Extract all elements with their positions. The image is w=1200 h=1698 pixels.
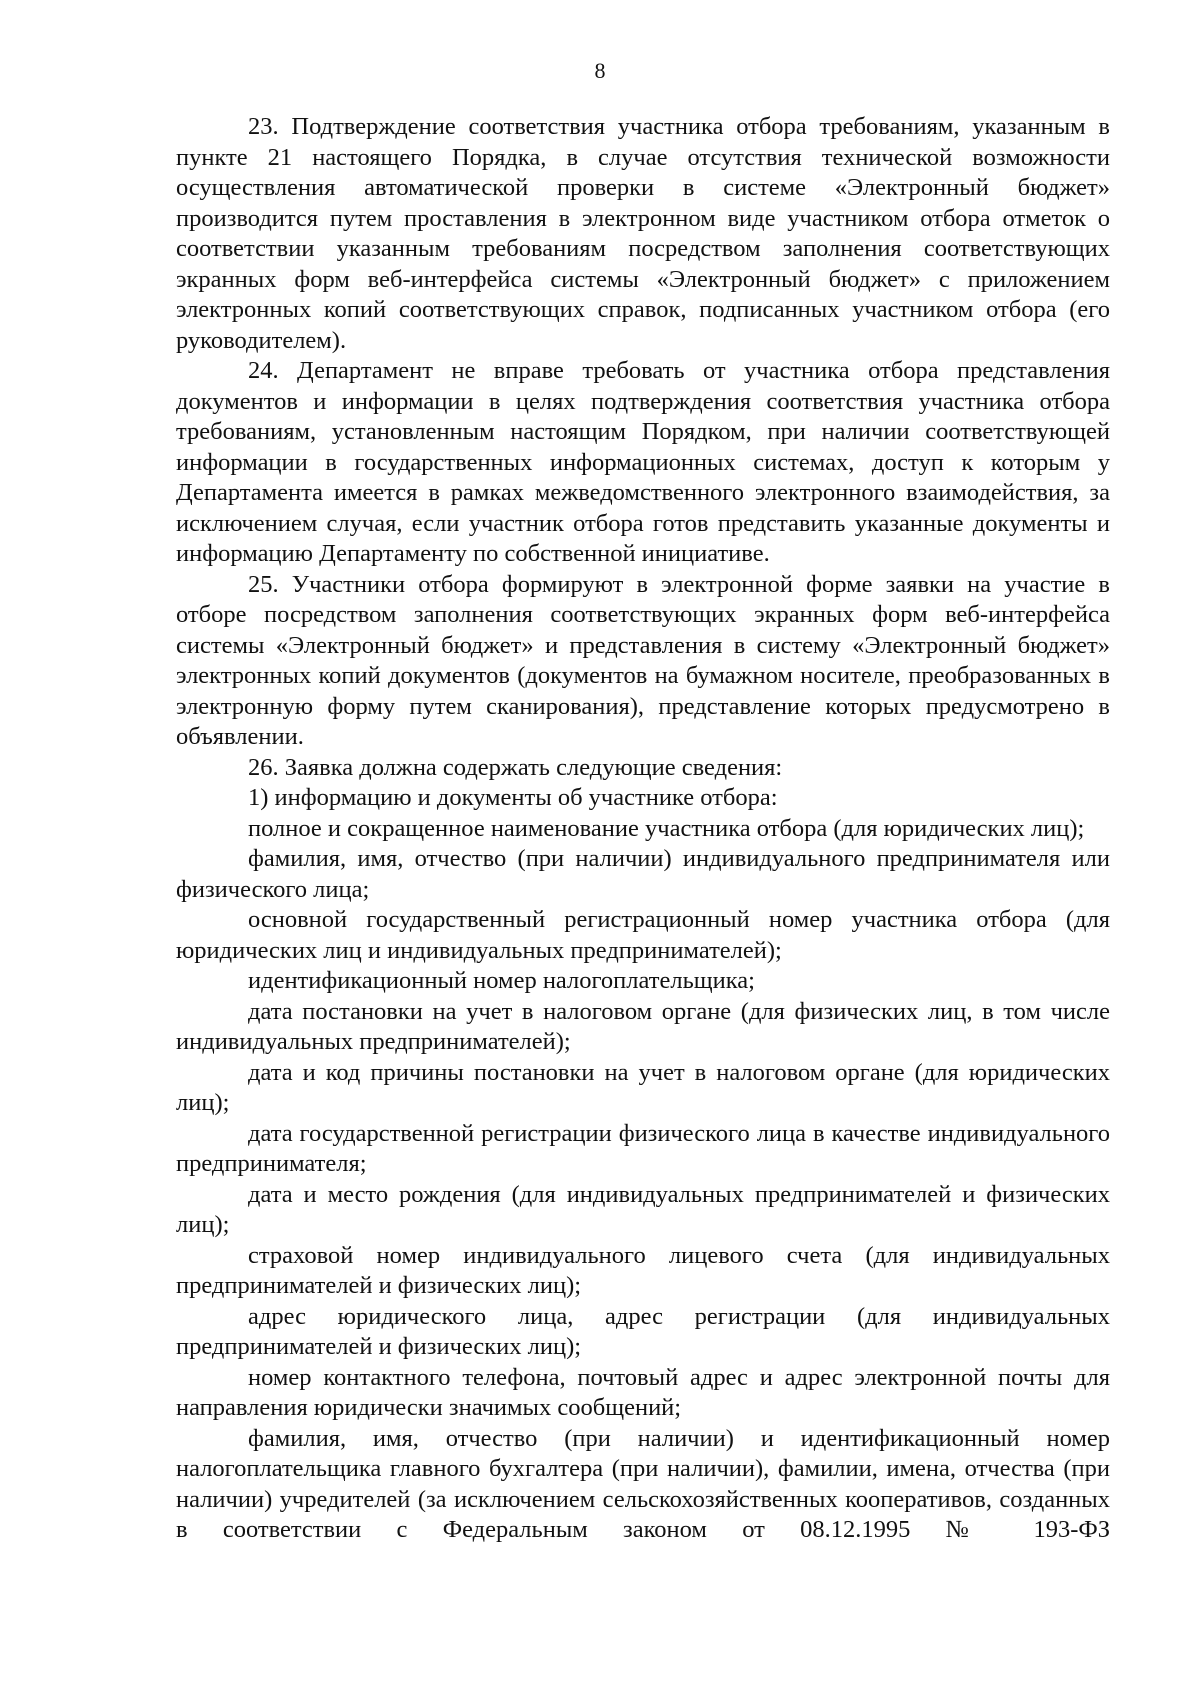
paragraph-25: 25. Участники отбора формируют в электронной форме заявки на участие в отборе посредством заполнения соответствующих экранных форм веб-интерфейса системы «Электронный бюджет» и представления в систему «Электронный бюджет» электронных копий документов (документов на бумажном носителе, преобразованных в электронную форму путем сканирования), представление которых предусмотрено в объявлении. bbox=[176, 570, 1110, 750]
paragraph-24: 24. Департамент не вправе требовать от участника отбора представления документов и информации в целях подтверждения соответствия участника отбора требованиям, установленным настоящим Порядком, при наличии соответствующей информации в государственных информационных системах, доступ к которым у Департамента имеется в рамках межведомственного электронного взаимодействия, за исключением случая, если участник отбора готов представить указанные документы и информацию Департаменту по собственной инициативе. bbox=[176, 357, 1110, 567]
list-item-ip-registration-date: дата государственной регистрации физического лица в качестве индивидуального предпринимателя; bbox=[176, 1119, 1110, 1177]
list-item-ogrn: основной государственный регистрационный номер участника отбора (для юридических лиц и индивидуальных предпринимателей); bbox=[176, 906, 1110, 964]
list-item-inn: идентификационный номер налогоплательщика; bbox=[248, 967, 755, 994]
list-item-full-name: полное и сокращенное наименование участника отбора (для юридических лиц); bbox=[248, 814, 1085, 842]
paragraph-23: 23. Подтверждение соответствия участника отбора требованиям, указанным в пункте 21 настоящего Порядка, в случае отсутствия технической возможности осуществления автоматической проверки в системе «Электронный бюджет» производится путем проставления в электронном виде участником отбора отметок о соответствии указанным требованиям посредством заполнения соответствующих экранных форм веб-интерфейса системы «Электронный бюджет» с приложением электронных копий соответствующих справок, подписанных участником отбора (его руководителем). bbox=[176, 113, 1110, 354]
list-item-birth: дата и место рождения (для индивидуальных предпринимателей и физических лиц); bbox=[176, 1180, 1110, 1238]
list-item-person-name: фамилия, имя, отчество (при наличии) индивидуального предпринимателя или физического лица; bbox=[176, 845, 1110, 903]
list-item-accountant-founders: фамилия, имя, отчество (при наличии) и идентификационный номер налогоплательщика главного бухгалтера (при наличии), фамилии, имена, отчества (при наличии) учредителей (за исключением сельскохозяйственных кооперативов, созданных в соответствии с Федеральным законом от 08.12.1995 № 193-ФЗ bbox=[176, 1424, 1110, 1543]
list-item-contacts: номер контактного телефона, почтовый адрес и адрес электронной почты для направления юридически значимых сообщений; bbox=[176, 1363, 1110, 1421]
page-number: 8 bbox=[594, 58, 606, 83]
paragraph-26: 26. Заявка должна содержать следующие сведения: bbox=[248, 753, 783, 781]
list-item-tax-registration-date: дата постановки на учет в налоговом органе (для физических лиц, в том числе индивидуальных предпринимателей); bbox=[176, 997, 1110, 1055]
list-item-snils: страховой номер индивидуального лицевого счета (для индивидуальных предпринимателей и физических лиц); bbox=[176, 1241, 1110, 1299]
list-item-1-heading: 1) информацию и документы об участнике отбора: bbox=[248, 784, 778, 811]
document-body bbox=[176, 112, 1110, 1546]
list-item-kpp: дата и код причины постановки на учет в налоговом органе (для юридических лиц); bbox=[176, 1058, 1110, 1116]
list-item-address: адрес юридического лица, адрес регистрации (для индивидуальных предпринимателей и физических лиц); bbox=[176, 1302, 1110, 1360]
